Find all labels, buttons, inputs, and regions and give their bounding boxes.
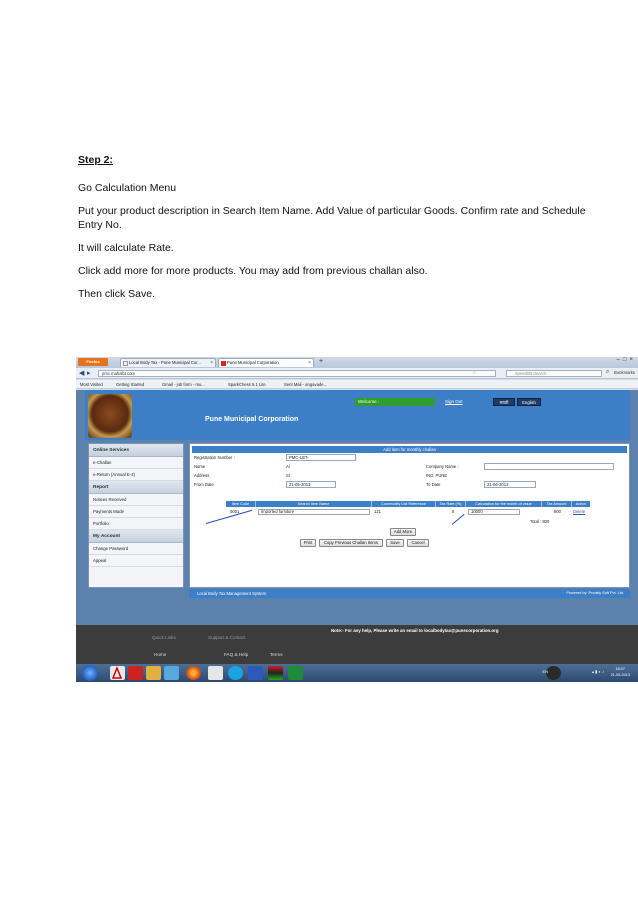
to-date-field[interactable]: 21-06-2013 [484, 481, 536, 488]
page-icon [123, 361, 128, 366]
tab-label: Local Body Tax - Pune Municipal Cor... [129, 360, 201, 365]
commodity-ref: 121 [374, 509, 381, 514]
column-header: Tax Rate (%) [436, 501, 466, 507]
window-controls[interactable]: –□× [616, 357, 636, 363]
acrobat-icon[interactable] [110, 666, 125, 680]
delete-link[interactable]: Delete [573, 509, 586, 514]
sidebar-item-appeal[interactable]: Appeal [89, 555, 183, 567]
firefox-icon[interactable] [186, 666, 201, 680]
terms-link[interactable]: Terms [270, 652, 283, 657]
tray-icons[interactable]: ▴ ▮ ◐ ♪ [592, 669, 604, 674]
sidebar-head-my-account: My Account [89, 530, 183, 543]
form-title: Add item for monthly challan [192, 446, 627, 453]
firefox-menu-button[interactable]: Firefox [78, 358, 108, 366]
company-label: Company Name : [426, 464, 459, 469]
site-footer-bar [189, 589, 630, 598]
sidebar-head-online-services: Online Services [89, 444, 183, 457]
value-field[interactable]: 10000 [468, 509, 520, 515]
start-icon[interactable] [82, 665, 98, 681]
media-player-icon[interactable] [164, 666, 179, 680]
welcome-label: Welcome : [355, 398, 435, 406]
help-note: Note:- For any help, Please write an email to localbodytax@punecorporation.org [331, 628, 499, 633]
url-input[interactable]: pmc.mahalbt.com [98, 370, 496, 377]
close-icon[interactable]: × [210, 360, 213, 366]
bookmark-item[interactable]: Sent Mail - angavade... [284, 382, 328, 387]
column-header: Search Item Name [256, 501, 372, 507]
close-icon[interactable]: × [308, 360, 311, 366]
from-date-label: From Date [194, 482, 214, 487]
bookmark-item[interactable]: Gmail - job form - mu... [162, 382, 205, 387]
footer-system-name: Local Body Tax Management System [197, 591, 267, 596]
sidebar-item-echallan[interactable]: e-Challan [89, 457, 183, 469]
column-header: Calculation for the month of value [466, 501, 542, 507]
browser-tab-bar [76, 357, 638, 368]
sign-out-link[interactable]: Sign Out [445, 399, 463, 404]
windows-taskbar [76, 664, 638, 682]
bookmark-star-icon[interactable]: ☆ [472, 370, 477, 376]
new-tab-icon[interactable]: + [318, 358, 324, 365]
support-heading: Support & Contact [208, 635, 246, 640]
site-bottom-band [76, 625, 638, 664]
instruction-2: Put your product description in Search Item Name. Add Value of particular Goods. Confirm rate and Schedule Entry No. [78, 205, 586, 231]
table-row [226, 508, 590, 516]
sidebar-item-ereturn[interactable]: e-Return (Annual E-4) [89, 469, 183, 481]
add-more-button[interactable]: Add More [390, 528, 416, 536]
tab-local-body-tax[interactable] [120, 358, 216, 367]
cancel-button[interactable]: Cancel [407, 539, 429, 547]
english-button[interactable]: English [517, 398, 541, 406]
language-indicator[interactable]: EN [542, 669, 548, 674]
sidebar-item-portfolio[interactable]: Portfolio [89, 518, 183, 530]
sidebar-item-change-password[interactable]: Change Password [89, 543, 183, 555]
pmc-favicon-icon [221, 361, 226, 366]
back-icon[interactable]: ◀ [79, 370, 85, 377]
address-label: Address [194, 473, 210, 478]
from-date-field[interactable]: 21-05-2013 [286, 481, 336, 488]
notepad-icon[interactable] [208, 666, 223, 680]
home-link[interactable]: Home [154, 652, 167, 657]
app-icon[interactable] [546, 666, 561, 680]
tax-amount: 800 [554, 509, 561, 514]
clock[interactable]: 18:07 21-05-2013 [610, 667, 630, 677]
sidebar-item-notices[interactable]: Notices Received [89, 494, 183, 506]
pmc-logo [88, 394, 132, 438]
print-button[interactable]: Print [300, 539, 316, 547]
column-header: Item Code [226, 501, 256, 507]
challan-form [189, 443, 630, 588]
step-heading: Step 2: [78, 154, 114, 166]
tab-pune-municipal[interactable] [218, 358, 314, 367]
item-code: 0001 [230, 509, 240, 514]
forward-icon[interactable]: ▸ [87, 370, 91, 377]
flag-app-icon[interactable] [268, 666, 283, 680]
total-label: Total : 800 [530, 519, 550, 524]
bookmark-item[interactable]: SparkChess 5.1 Lite [228, 382, 266, 387]
name-value: Al [286, 464, 290, 469]
marathi-button[interactable]: मराठी [493, 398, 515, 406]
total-value: 800 [542, 519, 550, 524]
bookmarks-menu[interactable]: Bookmarks [614, 370, 635, 375]
skype-icon[interactable] [228, 666, 243, 680]
registration-field[interactable]: PMC-LBT- [286, 454, 356, 461]
faq-link[interactable]: FAQ & Help [224, 652, 249, 657]
search-input[interactable]: SpeedBit Search [506, 370, 602, 377]
company-field[interactable] [484, 463, 614, 470]
copy-previous-challan-button[interactable]: Copy Previous Challan Items [319, 539, 383, 547]
address-value: Sl [286, 473, 290, 478]
navigation-bar [76, 368, 638, 379]
web-page [76, 390, 638, 626]
excel-icon[interactable] [288, 666, 303, 680]
site-title: Pune Municipal Corporation [205, 416, 299, 423]
column-header: Tax Amount [542, 501, 572, 507]
quick-links-heading: Quick Links [152, 635, 176, 640]
to-date-label: To Date [426, 482, 441, 487]
sidebar [88, 443, 184, 588]
registration-label: Registration Number : [194, 455, 235, 460]
column-header: Action [575, 502, 587, 506]
tab-label: Pune Municipal Corporation [227, 360, 279, 365]
bookmarks-bar [76, 380, 638, 389]
address-city: IND, PUNE [426, 473, 448, 478]
search-icon[interactable]: ⌕ [606, 369, 610, 375]
bookmark-item[interactable]: Getting Started [116, 382, 145, 387]
instruction-3: It will calculate Rate. [78, 242, 174, 254]
items-table-header [226, 501, 590, 507]
site-header [85, 390, 630, 440]
folder-icon[interactable] [146, 666, 161, 680]
footer-powered-by: Powered by: Prodsly Soft Pvt. Ltd. [566, 591, 624, 595]
tax-rate: 8 [452, 509, 455, 514]
word-icon[interactable] [248, 666, 263, 680]
instruction-5: Then click Save. [78, 288, 156, 300]
bookmark-item[interactable]: Most Visited [80, 382, 103, 387]
name-label: Name [194, 464, 206, 469]
pdf-reader-icon[interactable] [128, 666, 143, 680]
sidebar-item-payments[interactable]: Payments Made [89, 506, 183, 518]
embedded-screenshot [76, 357, 638, 682]
save-button[interactable]: Save [386, 539, 404, 547]
instruction-4: Click add more for more products. You may add from previous challan also. [78, 265, 428, 277]
instructions [78, 153, 598, 310]
instruction-1: Go Calculation Menu [78, 182, 177, 194]
sidebar-head-report: Report [89, 481, 183, 494]
search-item-name-field[interactable]: Imported furniture [258, 509, 370, 515]
column-header: Commodity List Reference [372, 501, 436, 507]
